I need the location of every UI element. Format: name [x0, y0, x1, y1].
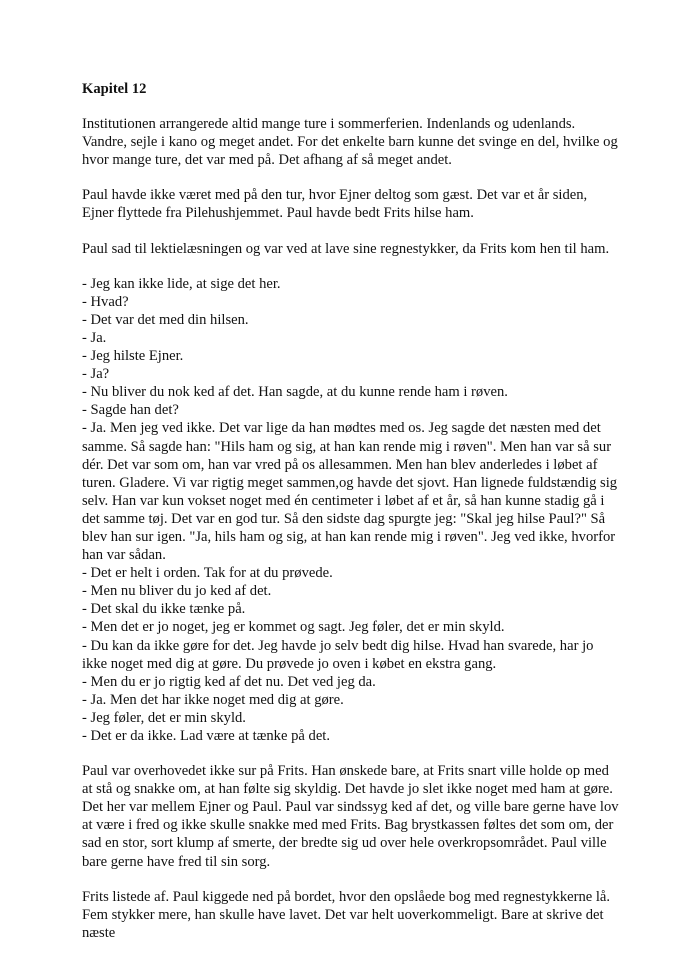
paragraph: Institutionen arrangerede altid mange ture i sommerferien. Indenlands og udenlands. Vandre, sejle i kano og meget andet. For det enkelte barn kunne det svinge en del, hvilke og hvor mange ture, det var med på. Det afhang af så meget andet. — [82, 116, 618, 169]
paragraph: Paul havde ikke været med på den tur, hvor Ejner deltog som gæst. Det var et år siden, Ejner flyttede fra Pilehushjemmet. Paul havde bedt Frits hilse ham. — [82, 187, 588, 222]
dialogue-line: - Ja. Men det har ikke noget med dig at gøre. — [82, 691, 344, 708]
dialogue-line: - Ja. — [82, 329, 107, 346]
chapter-title: Kapitel 12 — [82, 81, 147, 97]
dialogue-line: - Men det er jo noget, jeg er kommet og sagt. Jeg føler, det er min skyld. — [82, 619, 505, 636]
dialogue-line: - Ja. Men jeg ved ikke. Det var lige da han mødtes med os. Jeg sagde det næsten med det samme. Så sagde han: "Hils ham og sig, at han kan rende mig i røven". Men han var så sur dér. Det var som om, han var vred på os allesammen. Men han blev anderledes i løbet af turen. Gladere. Vi var rigtig meget sammen,og havde det sjovt. Han lignede fuldstændig sig selv. Han var kun vokset noget med én centimeter i løbet af et år, så han kunne stadig gå i det samme tøj. Det var en god tur. Så den sidste dag spurgte jeg: "Skal jeg hilse Paul?" Så blev han sur igen. "Ja, hils ham og sig, at han kan rende mig i røven". Jeg ved ikke, hvorfor han var sådan. — [82, 420, 618, 564]
dialogue-line: - Sagde han det? — [82, 402, 179, 419]
dialogue-line: - Det var det med din hilsen. — [82, 311, 249, 328]
dialogue-line: - Ja? — [82, 366, 110, 383]
dialogue-line: - Det skal du ikke tænke på. — [82, 601, 246, 618]
dialogue-line: - Jeg hilste Ejner. — [82, 348, 184, 365]
document-page — [82, 80, 622, 959]
dialogue-block — [82, 275, 622, 745]
dialogue-line: - Jeg føler, det er min skyld. — [82, 709, 246, 726]
dialogue-line: - Men du er jo rigtig ked af det nu. Det ved jeg da. — [82, 673, 376, 690]
dialogue-line: - Hvad? — [82, 293, 129, 310]
dialogue-line: - Nu bliver du nok ked af det. Han sagde, at du kunne rende ham i røven. — [82, 384, 508, 401]
paragraph: Paul var overhovedet ikke sur på Frits. Han ønskede bare, at Frits snart ville holde op med at stå og snakke om, at han følte sig skyldig. Det havde jo slet ikke noget med ham at gøre. Det her var mellem Ejner og Paul. Paul var sindssyg ked af det, og ville bare gerne have lov at være i fred og ikke skulle snakke med med Frits. Bag brystkassen føltes det som om, der sad en stor, sort klump af smerte, der bredte sig ud over hele overkropsområdet. Paul ville bare gerne have fred til sin sorg. — [82, 763, 619, 870]
paragraph: Paul sad til lektielæsningen og var ved at lave sine regnestykker, da Frits kom hen til ham. — [82, 240, 610, 257]
dialogue-line: - Jeg kan ikke lide, at sige det her. — [82, 275, 281, 292]
dialogue-line: - Det er helt i orden. Tak for at du prøvede. — [82, 565, 333, 582]
dialogue-line: - Det er da ikke. Lad være at tænke på det. — [82, 728, 331, 744]
dialogue-line: - Du kan da ikke gøre for det. Jeg havde jo selv bedt dig hilse. Hvad han svarede, har jo ikke noget med dig at gøre. Du prøvede jo oven i købet en ekstra gang. — [82, 637, 594, 672]
dialogue-line: - Men nu bliver du jo ked af det. — [82, 583, 272, 600]
paragraph: Frits listede af. Paul kiggede ned på bordet, hvor den opslåede bog med regnestykkerne lå. Fem stykker mere, han skulle have lavet. Det var helt uoverkommeligt. Bare at skrive det næste — [82, 888, 611, 941]
